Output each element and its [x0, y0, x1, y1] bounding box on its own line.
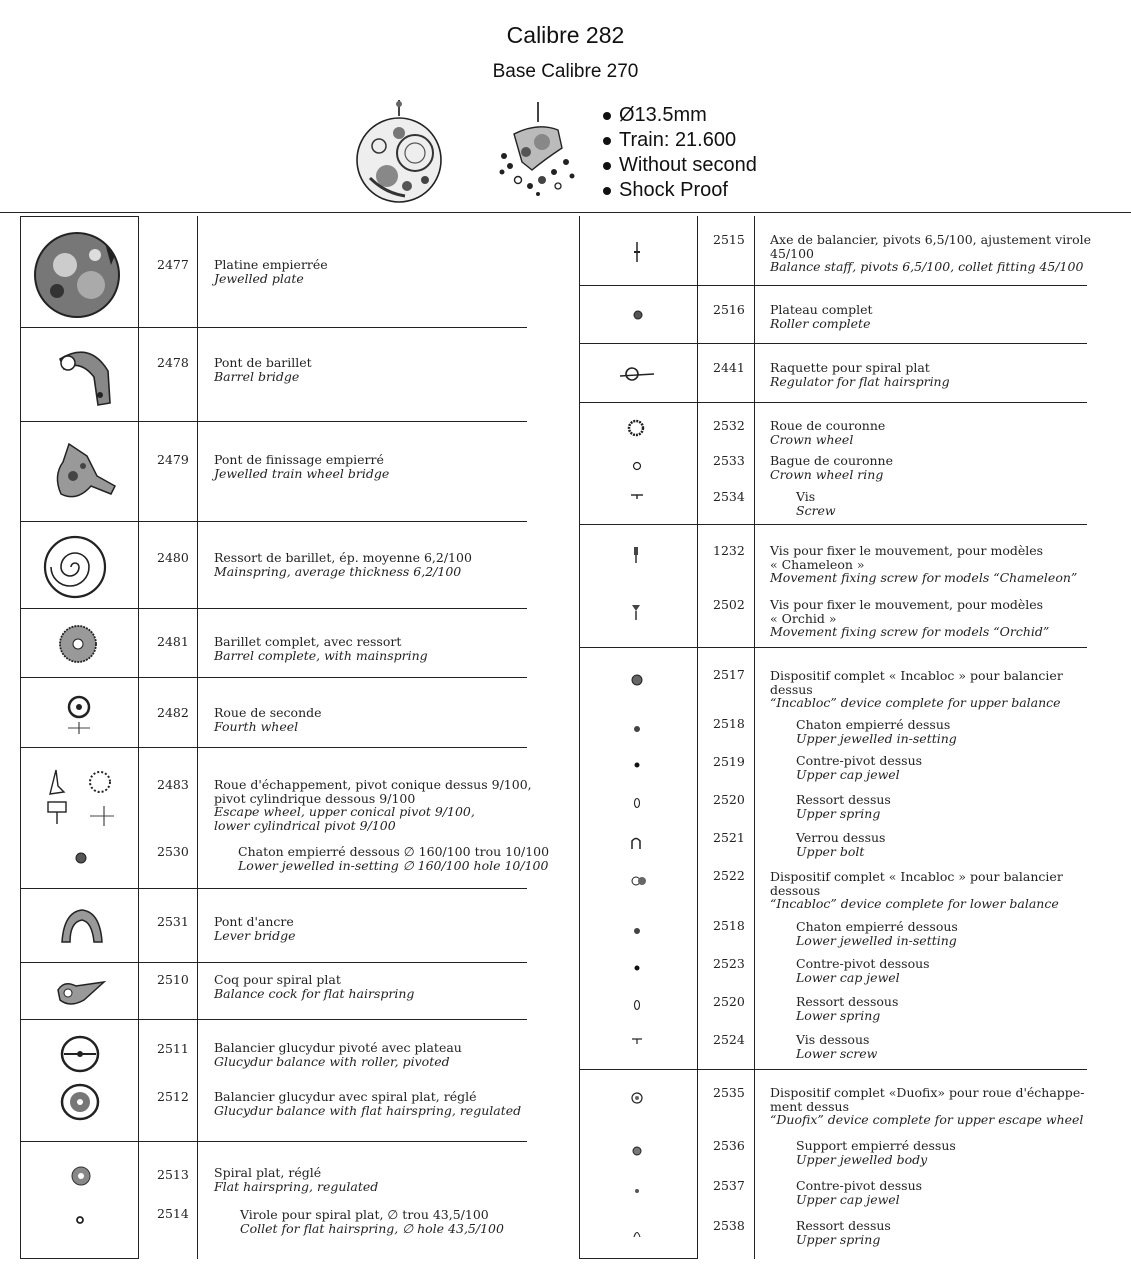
mainspring-illustration — [40, 533, 110, 601]
part-description: Chaton empierré dessous ∅ 160/100 trou 10/100 Lower jewelled in-setting ∅ 160/100 hole 10/100 — [238, 844, 550, 873]
jewelled-plate-illustration — [25, 229, 133, 321]
part-description: Support empierré dessus Upper jewelled body — [796, 1138, 956, 1167]
part-number: 2538 — [713, 1218, 745, 1233]
part-number: 2522 — [713, 868, 745, 883]
part-description: Ressort dessus Upper spring — [796, 1218, 891, 1247]
glucydur-balance-hairspring-illustration — [58, 1082, 102, 1122]
part-number: 2481 — [157, 634, 189, 649]
part-number: 2480 — [157, 550, 189, 565]
movement-dial-side-illustration — [355, 98, 445, 208]
spring-icon — [633, 999, 641, 1011]
regulator-icon — [618, 364, 656, 384]
part-description: Verrou dessus Upper bolt — [796, 830, 886, 859]
right-table-bottom — [579, 1258, 698, 1259]
part-number: 2523 — [713, 956, 745, 971]
part-description: Coq pour spiral plat Balance cock for flat hairspring — [214, 972, 415, 1001]
part-description: Contre-pivot dessus Upper cap jewel — [796, 1178, 923, 1207]
crown-wheel-icon — [626, 418, 646, 438]
right-row-divider — [579, 524, 1087, 525]
part-description: Axe de balancier, pivots 6,5/100, ajustement virole 45/100 Balance staff, pivots 6,5/100, collet fitting 45/100 — [770, 232, 1092, 274]
roller-icon — [632, 309, 644, 321]
barrel-complete-illustration — [58, 624, 98, 664]
part-number: 2521 — [713, 830, 745, 845]
fourth-wheel-illustration — [64, 694, 94, 740]
part-description: Pont de finissage empierré Jewelled train wheel bridge — [214, 452, 390, 481]
spec-diameter: Ø13.5mm — [601, 103, 757, 128]
screw-icon — [630, 492, 644, 500]
part-description: Pont de barillet Barrel bridge — [214, 355, 312, 384]
cap-jewel-icon — [634, 762, 640, 768]
movement-specs-list — [601, 103, 757, 203]
part-description: Roue de couronne Crown wheel — [770, 418, 886, 447]
spring-icon — [633, 797, 641, 809]
part-description: Contre-pivot dessous Lower cap jewel — [796, 956, 930, 985]
right-table-border-num — [754, 216, 755, 1259]
part-number: 2518 — [713, 716, 745, 731]
part-description: Chaton empierré dessous Lower jewelled in-setting — [796, 919, 958, 948]
flat-hairspring-illustration — [70, 1165, 92, 1187]
balance-staff-icon — [632, 240, 642, 264]
part-number: 2502 — [713, 597, 745, 612]
part-description: Ressort dessous Lower spring — [796, 994, 899, 1023]
right-table-border-left — [579, 216, 580, 1259]
bolt-icon — [630, 836, 642, 850]
part-number: 2479 — [157, 452, 189, 467]
part-number: 2533 — [713, 453, 745, 468]
right-row-divider — [579, 343, 1087, 344]
page-subtitle: Base Calibre 270 — [492, 61, 639, 82]
part-number: 2518 — [713, 918, 745, 933]
jewel-setting-icon — [633, 725, 641, 733]
incabloc-lower-icon — [630, 874, 648, 888]
part-number: 2536 — [713, 1138, 745, 1153]
part-number: 2524 — [713, 1032, 745, 1047]
left-table-border-left — [20, 216, 21, 1259]
part-number: 2513 — [157, 1167, 189, 1182]
part-number: 1232 — [713, 543, 745, 558]
header-divider — [0, 212, 1131, 213]
lower-jewel-setting-icon — [74, 851, 88, 865]
part-description: Vis Screw — [796, 489, 836, 518]
fixing-screw-orchid-icon — [631, 603, 641, 621]
incabloc-upper-icon — [630, 674, 644, 686]
part-description: Ressort dessus Upper spring — [796, 792, 891, 821]
crown-wheel-ring-icon — [632, 461, 642, 471]
part-number: 2478 — [157, 355, 189, 370]
spec-train: Train: 21.600 — [601, 128, 757, 153]
glucydur-balance-roller-illustration — [58, 1034, 102, 1074]
fixing-screw-chameleon-icon — [632, 546, 640, 564]
part-number: 2519 — [713, 754, 745, 769]
part-number: 2512 — [157, 1089, 189, 1104]
right-row-divider — [579, 402, 1087, 403]
part-number: 2532 — [713, 418, 745, 433]
part-description: Ressort de barillet, ép. moyenne 6,2/100 Mainspring, average thickness 6,2/100 — [214, 550, 472, 579]
part-description: Balancier glucydur pivoté avec plateau Glucydur balance with roller, pivoted — [214, 1040, 462, 1069]
movement-bridge-side-illustration — [492, 100, 582, 200]
part-description: Contre-pivot dessus Upper cap jewel — [796, 753, 923, 782]
right-table-border-pic — [697, 216, 698, 1259]
part-description: Roue d'échappement, pivot conique dessus 9/100, pivot cylindrique dessous 9/100 Escape wheel, upper conical pivot 9/100, lower cylindrical pivot 9/100 — [214, 777, 532, 833]
jewelled-body-icon — [632, 1146, 642, 1156]
spring-icon — [633, 1228, 641, 1238]
part-description: Raquette pour spiral plat Regulator for flat hairspring — [770, 360, 950, 389]
left-row-divider — [20, 521, 527, 522]
part-number: 2510 — [157, 972, 189, 987]
part-description: Pont d'ancre Lever bridge — [214, 914, 296, 943]
part-description: Vis dessous Lower screw — [796, 1032, 878, 1061]
part-description: Dispositif complet « Incabloc » pour balancier dessous “Incabloc” device complete for lower balance — [770, 869, 1063, 911]
part-number: 2534 — [713, 489, 745, 504]
right-row-divider — [579, 647, 1087, 648]
left-row-divider — [20, 1019, 527, 1020]
part-number: 2515 — [713, 232, 745, 247]
part-description: Spiral plat, réglé Flat hairspring, regulated — [214, 1165, 379, 1194]
part-description: Virole pour spiral plat, ∅ trou 43,5/100 Collet for flat hairspring, ∅ hole 43,5/100 — [240, 1207, 504, 1236]
left-table-border-num — [197, 216, 198, 1259]
spec-shock: Shock Proof — [601, 178, 757, 203]
left-row-divider — [20, 888, 527, 889]
part-number: 2531 — [157, 914, 189, 929]
part-number: 2530 — [157, 844, 189, 859]
left-row-divider — [20, 1141, 527, 1142]
part-description: Barillet complet, avec ressort Barrel complete, with mainspring — [214, 634, 428, 663]
part-number: 2441 — [713, 360, 745, 375]
jewel-setting-icon — [633, 927, 641, 935]
collet-icon — [75, 1215, 85, 1225]
part-number: 2516 — [713, 302, 745, 317]
train-wheel-bridge-illustration — [47, 436, 119, 512]
duofix-device-icon — [630, 1091, 644, 1105]
part-description: Roue de seconde Fourth wheel — [214, 705, 322, 734]
part-number: 2535 — [713, 1085, 745, 1100]
part-description: Dispositif complet «Duofix» pour roue d'échappe- ment dessus “Duofix” device complete for upper escape wheel — [770, 1085, 1085, 1127]
left-row-divider — [20, 421, 527, 422]
right-row-divider — [579, 1069, 1087, 1070]
cap-jewel-icon — [634, 965, 640, 971]
barrel-bridge-illustration — [50, 341, 120, 411]
part-description: Chaton empierré dessus Upper jewelled in-setting — [796, 717, 957, 746]
part-number: 2517 — [713, 667, 745, 682]
page-title: Calibre 282 — [506, 22, 625, 48]
escape-wheel-illustration — [44, 766, 124, 834]
left-table-top — [20, 216, 139, 217]
left-row-divider — [20, 677, 527, 678]
part-number: 2520 — [713, 792, 745, 807]
lever-bridge-illustration — [56, 906, 108, 946]
part-number: 2483 — [157, 777, 189, 792]
right-row-divider — [579, 285, 1087, 286]
part-number: 2520 — [713, 994, 745, 1009]
part-description: Bague de couronne Crown wheel ring — [770, 453, 894, 482]
cap-jewel-icon — [634, 1188, 640, 1194]
left-row-divider — [20, 747, 527, 748]
part-description: Vis pour fixer le mouvement, pour modèles « Orchid » Movement fixing screw for models “Orchid” — [770, 597, 1050, 639]
spec-second: Without second — [601, 153, 757, 178]
part-number: 2514 — [157, 1206, 189, 1221]
balance-cock-illustration — [54, 976, 110, 1012]
part-description: Platine empierrée Jewelled plate — [214, 257, 328, 286]
left-row-divider — [20, 962, 527, 963]
left-row-divider — [20, 608, 527, 609]
part-description: Dispositif complet « Incabloc » pour balancier dessus “Incabloc” device complete for upper balance — [770, 668, 1063, 710]
left-row-divider — [20, 327, 527, 328]
part-description: Plateau complet Roller complete — [770, 302, 873, 331]
left-table-border-pic — [138, 216, 139, 1259]
part-number: 2482 — [157, 705, 189, 720]
left-table-bottom — [20, 1258, 139, 1259]
screw-icon — [631, 1037, 643, 1045]
part-number: 2477 — [157, 257, 189, 272]
part-description: Vis pour fixer le mouvement, pour modèles « Chameleon » Movement fixing screw for models “Chameleon” — [770, 543, 1078, 585]
part-number: 2537 — [713, 1178, 745, 1193]
part-description: Balancier glucydur avec spiral plat, réglé Glucydur balance with flat hairspring, regulated — [214, 1089, 522, 1118]
part-number: 2511 — [157, 1041, 189, 1056]
